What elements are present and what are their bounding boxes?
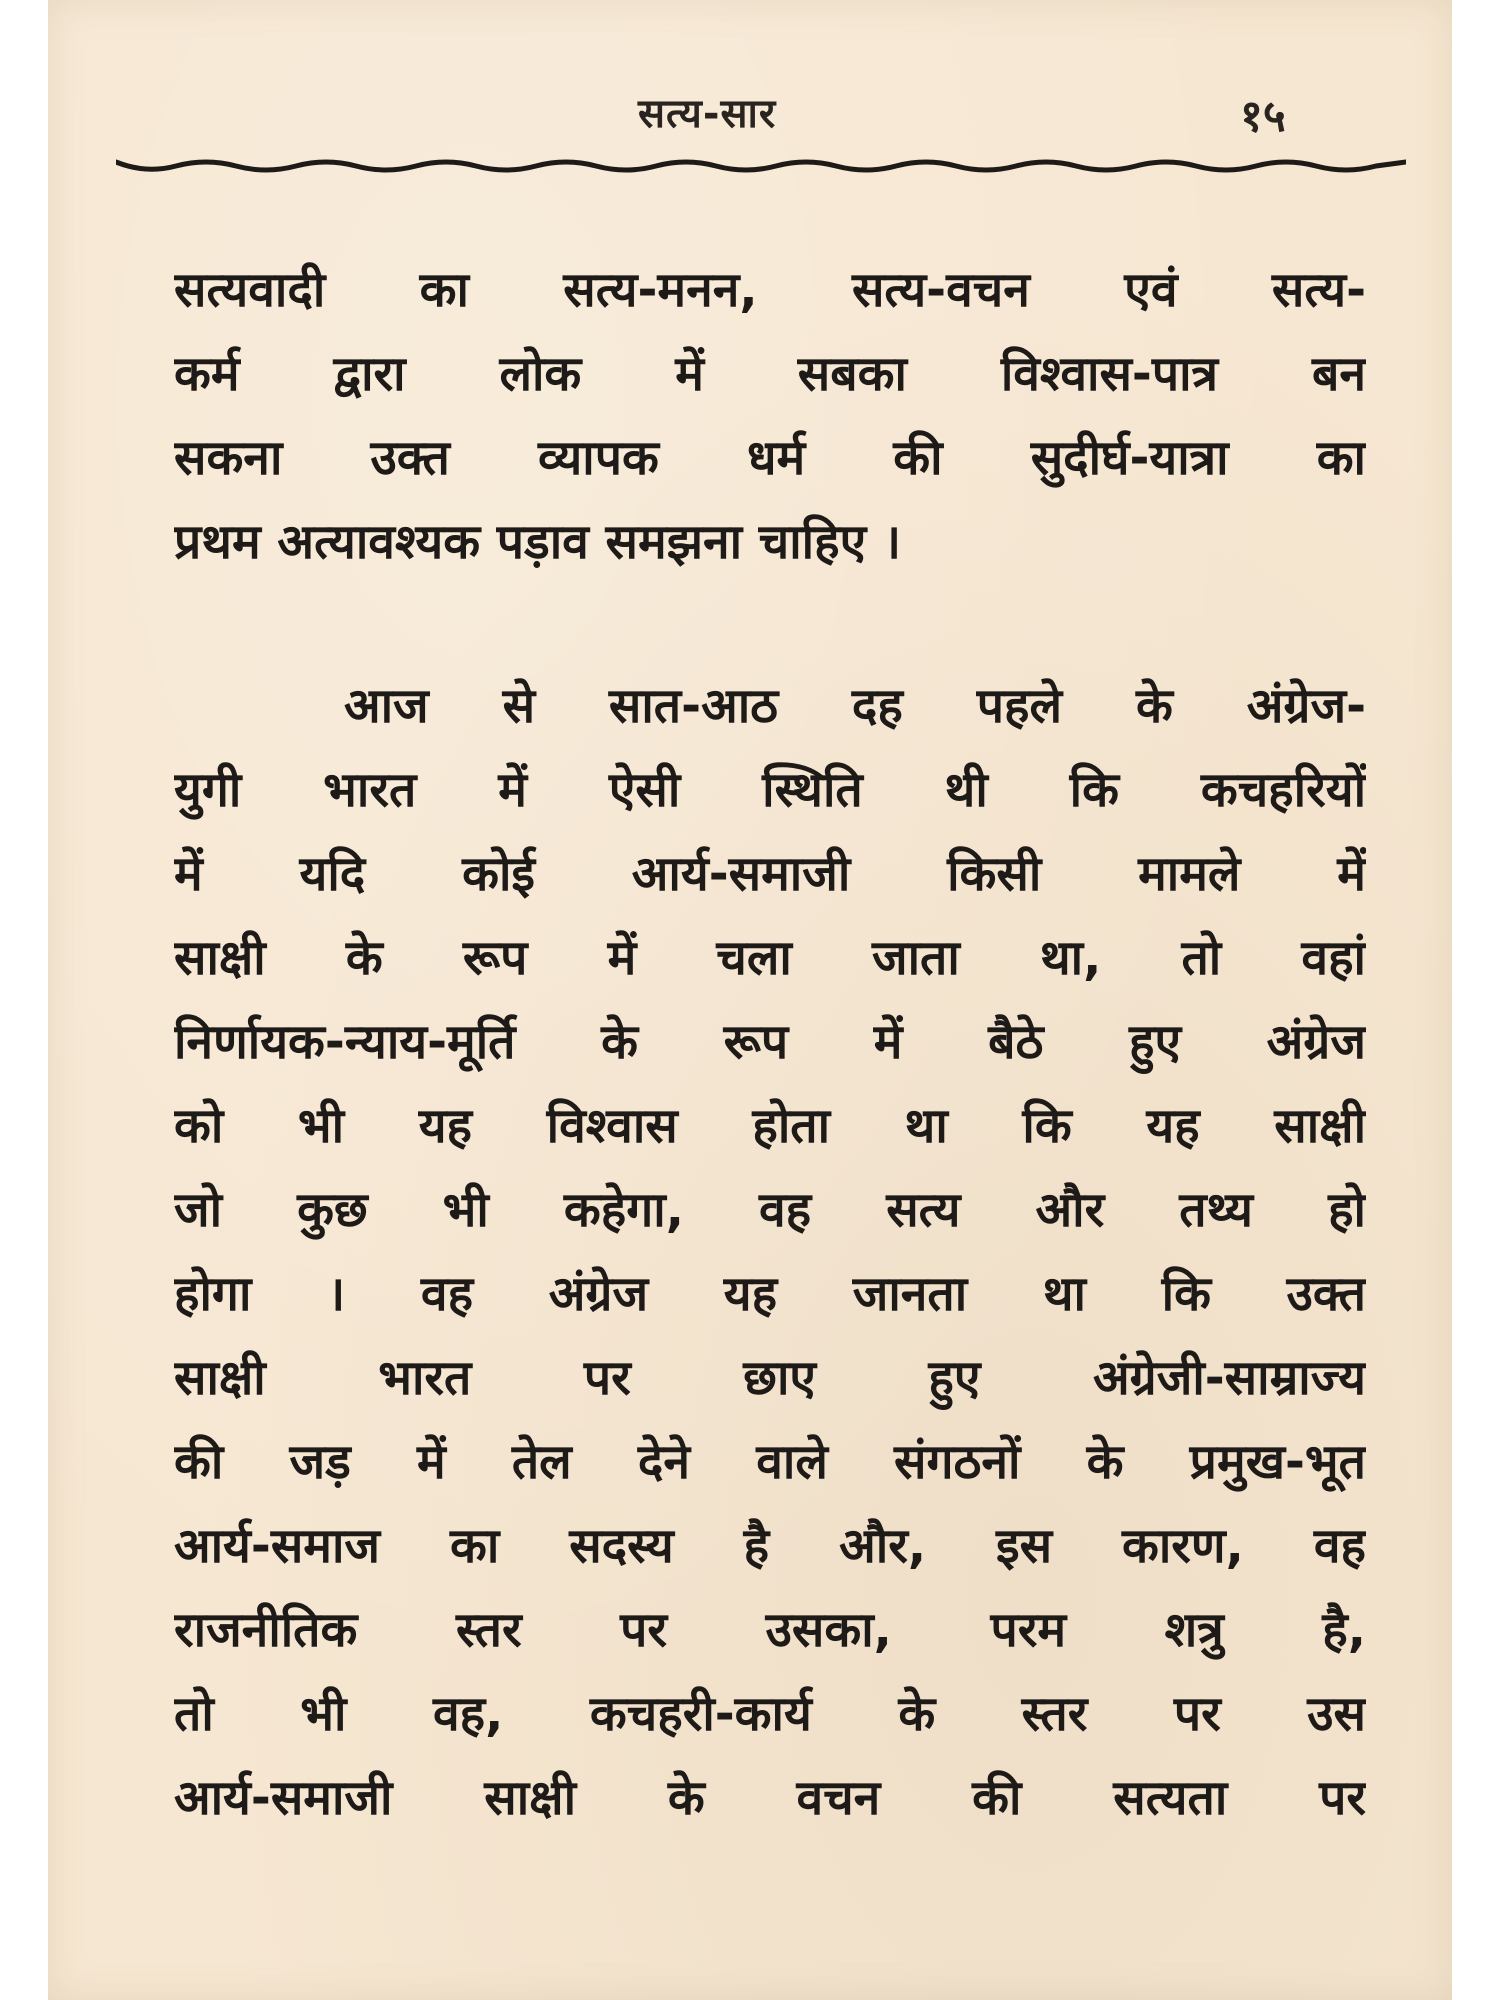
text-line: की जड़ में तेल देने वाले संगठनों के प्रमुख-भूत [174,1434,1366,1490]
page-number: १५ [1240,91,1286,142]
book-page [48,0,1452,2000]
text-line: होगा । वह अंग्रेज यह जानता था कि उक्त [174,1266,1366,1322]
paragraph-gap [174,584,1366,664]
text-line: युगी भारत में ऐसी स्थिति थी कि कचहरियों [174,762,1366,818]
text-line: आज से सात-आठ दह पहले के अंग्रेज- [344,678,1366,734]
text-line: सकना उक्त व्यापक धर्म की सुदीर्घ-यात्रा का [174,430,1366,486]
text-line: निर्णायक-न्याय-मूर्ति के रूप में बैठे हुए अंग्रेज [174,1014,1366,1070]
text-line: साक्षी के रूप में चला जाता था, तो वहां [174,930,1366,986]
text-line: राजनीतिक स्तर पर उसका, परम शत्रु है, [174,1602,1366,1658]
text-line: तो भी वह, कचहरी-कार्य के स्तर पर उस [174,1686,1366,1742]
text-line: को भी यह विश्वास होता था कि यह साक्षी [174,1098,1366,1154]
text-line: कर्म द्वारा लोक में सबका विश्वास-पात्र बन [174,346,1366,402]
running-head [48,84,1452,144]
text-line: सत्यवादी का सत्य-मनन, सत्य-वचन एवं सत्य- [174,262,1366,318]
text-line: आर्य-समाज का सदस्य है और, इस कारण, वह [174,1518,1366,1574]
body-text [174,248,1366,1840]
running-head-title: सत्य-सार [638,91,777,137]
wavy-divider [116,150,1406,180]
text-line: आर्य-समाजी साक्षी के वचन की सत्यता पर [174,1770,1366,1826]
text-line: में यदि कोई आर्य-समाजी किसी मामले में [174,846,1366,902]
text-line: प्रथम अत्यावश्यक पड़ाव समझना चाहिए । [174,514,902,570]
text-line: साक्षी भारत पर छाए हुए अंग्रेजी-साम्राज्य [174,1350,1366,1406]
text-line: जो कुछ भी कहेगा, वह सत्य और तथ्य हो [174,1182,1366,1238]
